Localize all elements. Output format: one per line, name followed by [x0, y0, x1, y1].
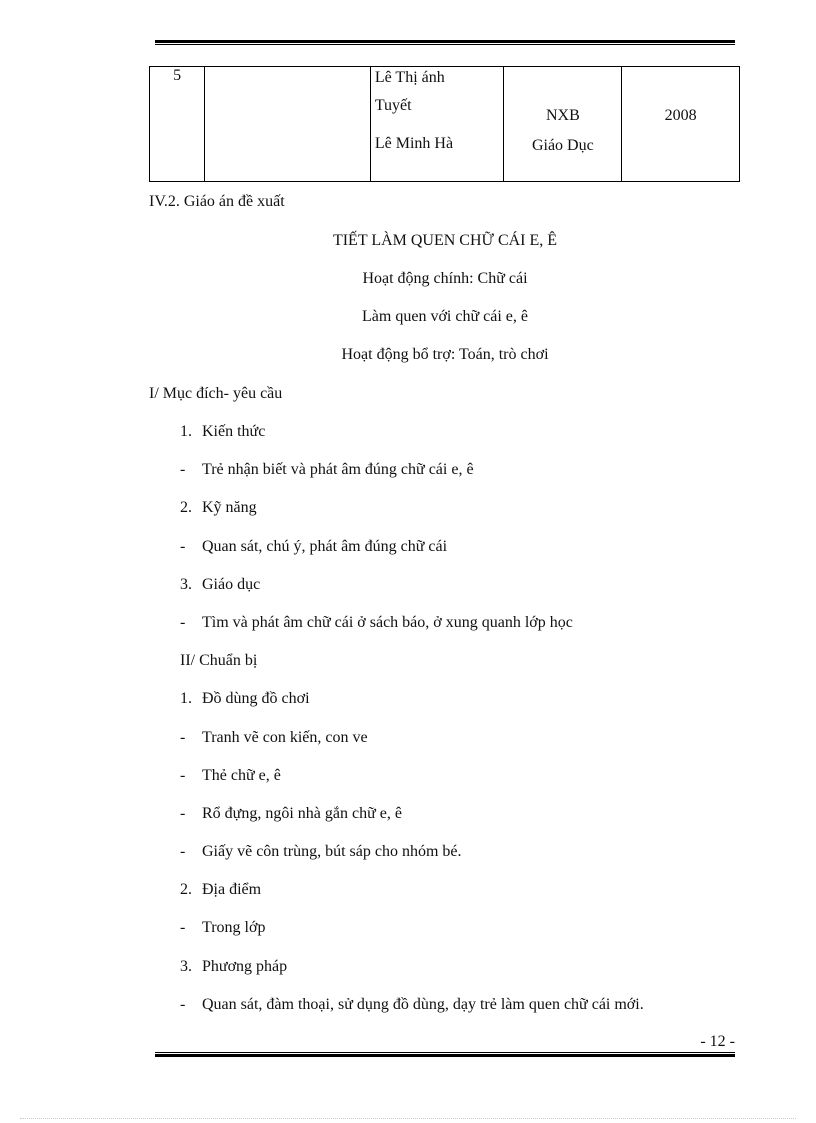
cell-publisher: [504, 67, 622, 182]
publisher-line: NXB: [545, 107, 580, 124]
list-item: - Quan sát, đàm thoại, sử dụng đồ dùng, dạy trẻ làm quen chữ cái mới.: [180, 996, 644, 1013]
list-item: - Trẻ nhận biết và phát âm đúng chữ cái e, ê: [180, 461, 474, 478]
cell-year: [622, 67, 740, 182]
list-item: - Tìm và phát âm chữ cái ở sách báo, ở xung quanh lớp học: [180, 614, 573, 631]
list-item: 3. Phương pháp: [180, 958, 288, 975]
support-activity: Hoạt động bổ trợ: Toán, trò chơi: [341, 346, 549, 363]
main-activity: Hoạt động chính: Chữ cái: [362, 270, 528, 287]
footer-rule: [155, 1052, 735, 1057]
lesson-subtitle: Làm quen với chữ cái e, ê: [362, 308, 528, 325]
list-item: - Rổ đựng, ngôi nhà gắn chữ e, ê: [180, 805, 402, 822]
cell-number: 5: [150, 67, 205, 182]
list-item: - Thẻ chữ e, ê: [180, 767, 281, 784]
year-value: 2008: [664, 107, 697, 124]
reference-table: [149, 66, 740, 182]
author-line: Tuyết: [374, 97, 412, 114]
author-line: Lê Minh Hà: [374, 135, 454, 152]
list-item: 2. Địa điểm: [180, 881, 262, 898]
author-line: Lê Thị ánh: [374, 69, 445, 86]
part2-heading: II/ Chuẩn bị: [180, 652, 258, 669]
header-rule: [155, 40, 735, 45]
list-item: 1. Kiến thức: [180, 423, 266, 440]
list-item: 2. Kỹ năng: [180, 499, 257, 516]
lesson-title: TIẾT LÀM QUEN CHỮ CÁI E, Ê: [332, 232, 558, 249]
list-item: 3. Giáo dục: [180, 576, 261, 593]
cell-title: [205, 67, 371, 182]
publisher-line: Giáo Dục: [531, 137, 594, 154]
page-edge: [20, 1118, 796, 1119]
page-number: - 12 -: [700, 1033, 735, 1050]
list-item: 1. Đồ dùng đồ chơi: [180, 690, 310, 707]
list-item: - Tranh vẽ con kiến, con ve: [180, 729, 368, 746]
section-heading: IV.2. Giáo án đề xuất: [149, 193, 285, 210]
list-item: - Trong lớp: [180, 919, 266, 936]
cell-authors: [370, 67, 504, 182]
list-item: - Giấy vẽ côn trùng, bút sáp cho nhóm bé.: [180, 843, 462, 860]
part1-heading: I/ Mục đích- yêu cầu: [149, 385, 283, 402]
table-row: [150, 67, 740, 182]
list-item: - Quan sát, chú ý, phát âm đúng chữ cái: [180, 538, 448, 555]
